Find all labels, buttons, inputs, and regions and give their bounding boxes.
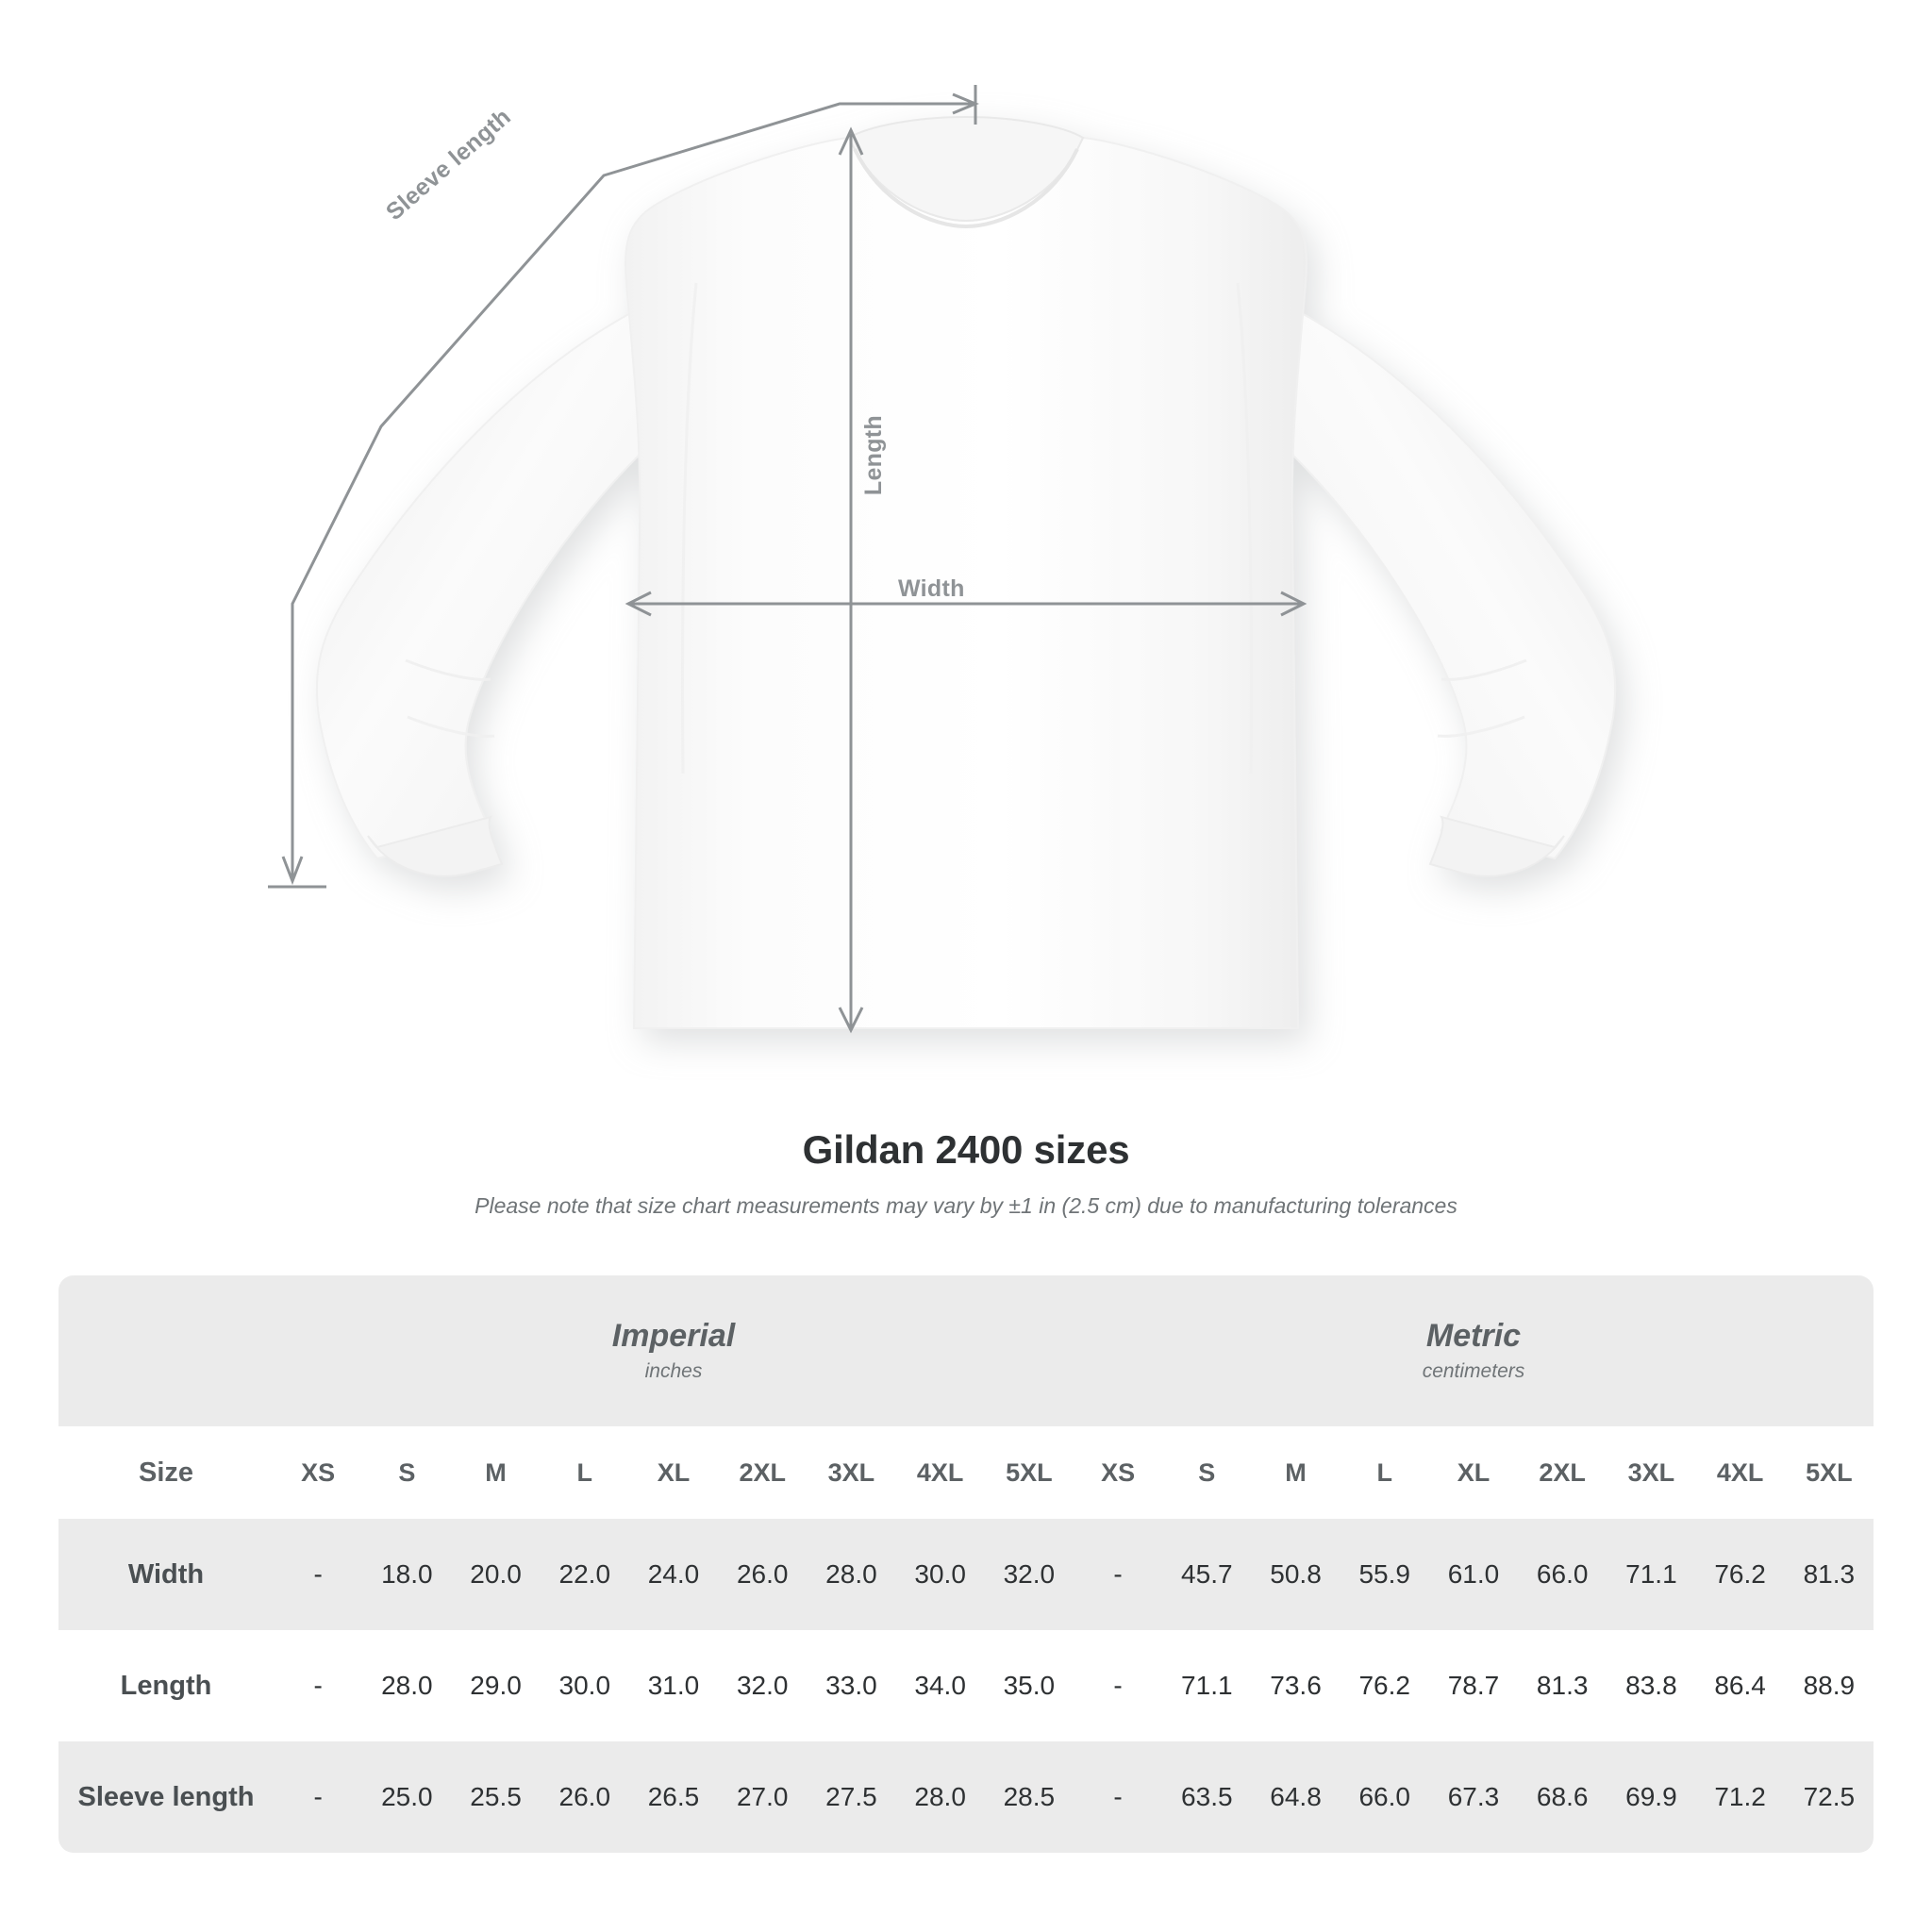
- size-chart-table: [58, 1275, 1874, 1853]
- size-header-cell: 2XL: [718, 1426, 807, 1519]
- measurement-value-cell: 28.0: [896, 1741, 985, 1853]
- size-header-row: [58, 1426, 1874, 1519]
- measurement-value-cell: 86.4: [1696, 1630, 1785, 1741]
- measurement-value-cell: 26.0: [541, 1741, 629, 1853]
- size-header-cell: 2XL: [1518, 1426, 1607, 1519]
- table-row: [58, 1741, 1874, 1853]
- measurement-value-cell: 68.6: [1518, 1741, 1607, 1853]
- measurement-value-cell: 27.0: [718, 1741, 807, 1853]
- measurement-value-cell: 26.0: [718, 1519, 807, 1630]
- measurement-value-cell: 28.0: [807, 1519, 895, 1630]
- size-header-cell: 4XL: [1696, 1426, 1785, 1519]
- size-header-cell: L: [1341, 1426, 1429, 1519]
- measurement-value-cell: 76.2: [1696, 1519, 1785, 1630]
- unit-group-metric-subtitle: centimeters: [1422, 1359, 1525, 1382]
- measurement-value-cell: 71.1: [1162, 1630, 1251, 1741]
- measurement-value-cell: 30.0: [896, 1519, 985, 1630]
- size-header-cell: M: [451, 1426, 540, 1519]
- measurement-name-cell: Sleeve length: [58, 1741, 274, 1853]
- measurement-value-cell: 78.7: [1429, 1630, 1518, 1741]
- measurement-value-cell: 69.9: [1607, 1741, 1695, 1853]
- measurement-value-cell: 31.0: [629, 1630, 718, 1741]
- unit-header-row: [58, 1275, 1874, 1426]
- size-header-cell: XS: [274, 1426, 362, 1519]
- measurement-value-cell: 67.3: [1429, 1741, 1518, 1853]
- measurement-value-cell: 33.0: [807, 1630, 895, 1741]
- measurement-value-cell: -: [1074, 1741, 1162, 1853]
- width-label: Width: [898, 575, 965, 602]
- measurement-value-cell: 76.2: [1341, 1630, 1429, 1741]
- measurement-value-cell: 88.9: [1785, 1630, 1874, 1741]
- measurement-value-cell: 61.0: [1429, 1519, 1518, 1630]
- size-header-cell: 3XL: [1607, 1426, 1695, 1519]
- measurement-value-cell: 24.0: [629, 1519, 718, 1630]
- measurement-value-cell: 50.8: [1251, 1519, 1340, 1630]
- size-header-cell: 4XL: [896, 1426, 985, 1519]
- measurement-value-cell: 18.0: [362, 1519, 451, 1630]
- measurement-value-cell: 22.0: [541, 1519, 629, 1630]
- measurement-name-cell: Length: [58, 1630, 274, 1741]
- size-header-cell: S: [1162, 1426, 1251, 1519]
- measurement-value-cell: 71.2: [1696, 1741, 1785, 1853]
- size-header-cell: 3XL: [807, 1426, 895, 1519]
- measurement-value-cell: 83.8: [1607, 1630, 1695, 1741]
- table-row: [58, 1630, 1874, 1741]
- measurement-value-cell: 25.5: [451, 1741, 540, 1853]
- size-header-cell: 5XL: [1785, 1426, 1874, 1519]
- measurement-value-cell: 71.1: [1607, 1519, 1695, 1630]
- page-title: Gildan 2400 sizes: [802, 1127, 1130, 1172]
- length-label: Length: [860, 415, 887, 496]
- measurement-name-cell: Width: [58, 1519, 274, 1630]
- measurement-value-cell: 66.0: [1341, 1741, 1429, 1853]
- size-header-cell: XL: [1429, 1426, 1518, 1519]
- measurement-value-cell: 72.5: [1785, 1741, 1874, 1853]
- measurement-value-cell: 29.0: [451, 1630, 540, 1741]
- measurement-value-cell: 30.0: [541, 1630, 629, 1741]
- unit-group-metric-title: Metric: [1425, 1318, 1522, 1355]
- measurement-value-cell: -: [1074, 1519, 1162, 1630]
- measurement-value-cell: -: [274, 1630, 362, 1741]
- measurement-value-cell: 81.3: [1785, 1519, 1874, 1630]
- unit-header-spacer: [58, 1275, 274, 1426]
- table-row: [58, 1519, 1874, 1630]
- measurement-value-cell: 28.5: [985, 1741, 1074, 1853]
- measurement-value-cell: 25.0: [362, 1741, 451, 1853]
- size-chart-table-wrapper: [58, 1275, 1874, 1853]
- measurement-value-cell: 66.0: [1518, 1519, 1607, 1630]
- size-header-cell: L: [541, 1426, 629, 1519]
- caption-block: [0, 1127, 1932, 1219]
- measurement-value-cell: 45.7: [1162, 1519, 1251, 1630]
- measurement-value-cell: 55.9: [1341, 1519, 1429, 1630]
- measurement-value-cell: -: [274, 1519, 362, 1630]
- measurement-value-cell: 35.0: [985, 1630, 1074, 1741]
- sleeve-length-label: Sleeve length: [381, 103, 516, 226]
- tolerance-note: Please note that size chart measurements may vary by ±1 in (2.5 cm) due to manufacturing tolerances: [475, 1193, 1457, 1218]
- measurement-value-cell: 26.5: [629, 1741, 718, 1853]
- size-header-label: Size: [58, 1426, 274, 1519]
- measurement-value-cell: 32.0: [718, 1630, 807, 1741]
- size-header-cell: S: [362, 1426, 451, 1519]
- measurement-value-cell: 63.5: [1162, 1741, 1251, 1853]
- measurement-value-cell: 27.5: [807, 1741, 895, 1853]
- measurement-value-cell: 20.0: [451, 1519, 540, 1630]
- measurement-value-cell: 64.8: [1251, 1741, 1340, 1853]
- unit-group-imperial-title: Imperial: [611, 1318, 736, 1355]
- measurement-value-cell: 28.0: [362, 1630, 451, 1741]
- unit-group-imperial-subtitle: inches: [644, 1359, 703, 1382]
- size-header-cell: M: [1251, 1426, 1340, 1519]
- size-header-cell: 5XL: [985, 1426, 1074, 1519]
- unit-group-imperial: [274, 1275, 1074, 1426]
- measurement-value-cell: 32.0: [985, 1519, 1074, 1630]
- measurement-value-cell: -: [274, 1741, 362, 1853]
- measurement-value-cell: 81.3: [1518, 1630, 1607, 1741]
- unit-group-metric: [1074, 1275, 1874, 1426]
- measurement-value-cell: 34.0: [896, 1630, 985, 1741]
- size-header-cell: XL: [629, 1426, 718, 1519]
- size-header-cell: XS: [1074, 1426, 1162, 1519]
- measurement-value-cell: -: [1074, 1630, 1162, 1741]
- measurement-value-cell: 73.6: [1251, 1630, 1340, 1741]
